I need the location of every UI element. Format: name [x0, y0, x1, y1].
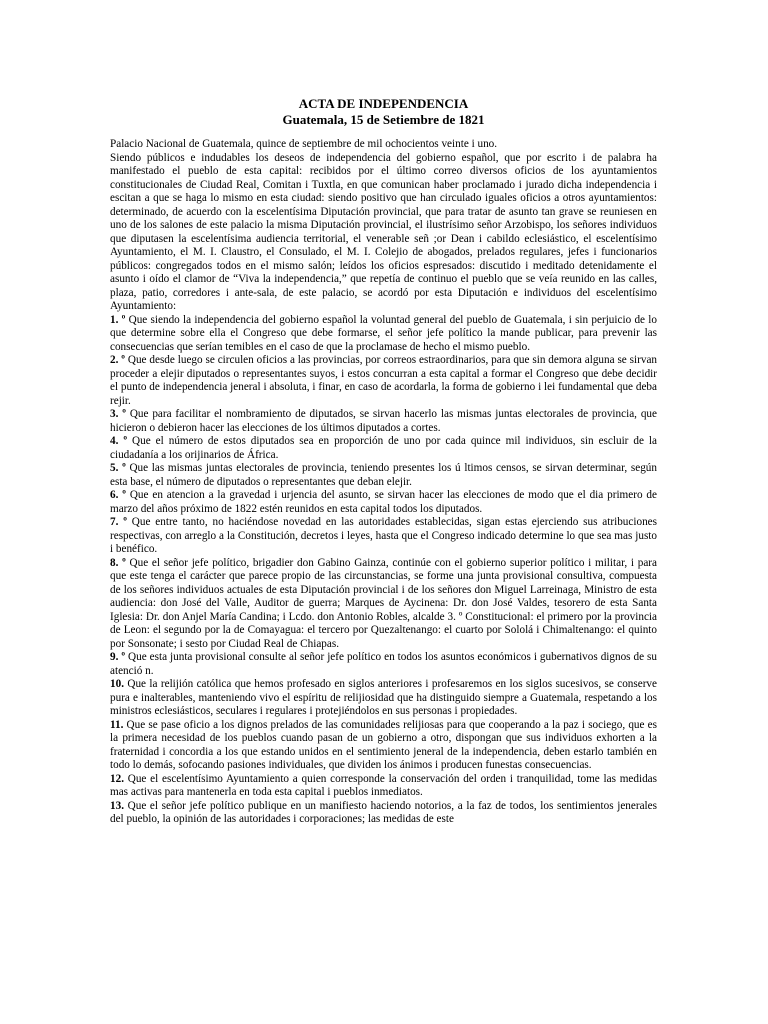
article-12 — [110, 773, 657, 800]
article-number: 6. º — [110, 489, 126, 501]
article-number: 4. º — [110, 435, 128, 447]
article-6 — [110, 489, 657, 516]
article-number: 9. º — [110, 651, 126, 663]
article-number: 11. — [110, 718, 124, 731]
article-10 — [110, 678, 657, 719]
article-number: 7. º — [110, 516, 127, 528]
article-11 — [110, 719, 657, 773]
article-5 — [110, 462, 657, 489]
article-4 — [110, 435, 657, 462]
article-text: Que siendo la independencia del gobierno español la voluntad general del pueblo de Guatemala, i sin perjuicio de lo que determine sobre ella el Congreso que debe formarse, el señor jefe político la mande publicar, para prevenir las consecuencias que serían temibles en el caso de que la proclamase de hecho el mismo pueblo. — [110, 313, 657, 353]
article-text: Que el señor jefe político, brigadier don Gabino Gainza, continúe con el gobierno superior político i militar, i para que este tenga el carácter que parece propio de las circunstancias, se forme una junta provisional consultiva, compuesta de los señores individuos actuales de esta Diputación provincial i de los señores don Miguel Larreinaga, Ministro de esta audiencia: don José del Valle, Auditor de guerra; Marques de Aycinena: Dr. don José Valdes, tesorero de esta Santa Iglesia: Dr. don Anjel María Candina; i Lcdo. don Antonio Robles, alcalde 3. º Constitucional: el primero por la provincia de Leon: el segundo por la de Comayagua: el tercero por Quezaltenango: el cuarto por Sololá i Chimaltenango: el quinto por Sonsonate; i sesto por Ciudad Real de Chiapas. — [110, 556, 657, 650]
article-text: Que esta junta provisional consulte al señor jefe político en todos los asuntos económicos i gubernativos dignos de su atenció n. — [110, 651, 657, 677]
article-number: 8. º — [110, 556, 126, 569]
article-number: 1. º — [110, 313, 126, 326]
article-3 — [110, 408, 657, 435]
article-text: Que el número de estos diputados sea en proporción de uno por cada quince mil individuos, sin escluir de la ciudadanía a los orijinarios de África. — [110, 435, 657, 461]
document-header — [110, 96, 657, 128]
article-number: 2. º — [110, 354, 125, 366]
article-number: 5. º — [110, 462, 126, 474]
article-text: Que para facilitar el nombramiento de diputados, se sirvan hacerlo las mismas juntas electorales de provincia, que hicieron o debieron hacer las elecciones de los últimos diputados a cortes. — [110, 408, 657, 434]
article-text: Que en atencion a la gravedad i urjencia del asunto, se sirvan hacer las elecciones de modo que el dia primero de marzo del años próximo de 1822 estén reunidos en esta capital todos los diputados. — [110, 489, 657, 515]
article-number: 3. º — [110, 408, 126, 420]
article-text: Que se pase oficio a los dignos prelados de las comunidades relijiosas para que cooperando a la paz i sociego, que es la primera necesidad de los pueblos cuando pasan de un gobierno a otro, dispongan que sus individuos exhorten a la fraternidad i concordia a los que estando unidos en el sentimiento jeneral de la independencia, deben estarlo también en todo lo demás, sofocando pasiones individuales, que dividen los ánimos i producen funestas consecuencias. — [110, 718, 657, 771]
article-number: 12. — [110, 772, 124, 785]
article-1 — [110, 314, 657, 355]
document-page — [110, 96, 657, 827]
document-subtitle: Guatemala, 15 de Setiembre de 1821 — [282, 112, 485, 127]
document-title: ACTA DE INDEPENDENCIA — [298, 96, 469, 111]
article-text: Que las mismas juntas electorales de provincia, teniendo presentes los ú ltimos censos, se sirvan determinar, según esta base, el número de diputados o representantes que deban elejir. — [110, 462, 657, 488]
article-text: Que la relijión católica que hemos profesado en siglos anteriores i profesaremos en los siglos sucesivos, se conserve pura e inalterables, manteniendo vivo el espíritu de relijiosidad que ha distinguido siempre a Guatemala, respetando a los ministros eclesiásticos, seculares i regulares i protejiéndolos en sus personas i propiedades. — [110, 678, 657, 717]
preamble-paragraph: Siendo públicos e indudables los deseos de independencia del gobierno español, que por escrito i de palabra ha manifestado el pueblo de esta capital: recibidos por el último correo diversos oficios de los ayuntamientos constitucionales de Ciudad Real, Comitan i Tuxtla, en que comunican haber proclamado i jurado dicha independencia i escitan a que se haga lo mismo en esta ciudad: siendo positivo que han circulado iguales oficios a otros ayuntamientos: determinado, de acuerdo con la escelentísima Diputación provincial, que para tratar de asunto tan grave se reuniesen en uno de los salones de este palacio la misma Diputación provincial, el ilustrísimo señor Arzobispo, los señores individuos que diputasen la escelentísima audiencia territorial, el venerable señ ;or Dean i cabildo eclesiástico, el escelentísimo Ayuntamiento, el M. I. Claustro, el Consulado, el M. I. Colejio de abogados, prelados regulares, jefes i funcionarios públicos: congregados todos en el mismo salón; leídos los oficios espresados: discutido i meditado detenidamente el asunto i oído el clamor de “Viva la independencia,” que repetía de continuo el pueblo que se veía reunido en las calles, plaza, patio, corredores i ante-sala, de este palacio, se acordó por esta Diputación e individuos del escelentísimo Ayuntamiento: — [110, 151, 657, 312]
article-text: Que entre tanto, no haciéndose novedad en las autoridades establecidas, sigan estas ejerciendo sus atribuciones respectivas, con arreglo a la Constitución, decretos i leyes, hasta que el Congreso indicado determine lo que sea mas justo i benéfico. — [110, 516, 657, 555]
article-9 — [110, 651, 657, 678]
article-text: Que desde luego se circulen oficios a las provincias, por correos estraordinarios, para que sin demora alguna se sirvan proceder a elejir diputados o representantes suyos, i estos concurran a esta capital a formar el Congreso que debe decidir el punto de independencia jeneral i absoluta, i finar, en caso de acordarla, la forma de gobierno i lei fundamental que deba rejir. — [110, 354, 657, 407]
article-2 — [110, 354, 657, 408]
article-7 — [110, 516, 657, 557]
article-8 — [110, 557, 657, 652]
article-text: Que el señor jefe político publique en un manifiesto haciendo notorios, a la faz de todos, los sentimientos jenerales del pueblo, la opinión de las autoridades i corporaciones; las medidas de este — [110, 799, 657, 825]
article-13 — [110, 800, 657, 827]
article-text: Que el escelentísimo Ayuntamiento a quien corresponde la conservación del orden i tranquilidad, tome las medidas mas activas para mantenerla en toda esta capital i pueblos inmediatos. — [110, 772, 657, 798]
opening-line: Palacio Nacional de Guatemala, quince de septiembre de mil ochocientos veinte i uno. — [110, 138, 498, 150]
article-number: 13. — [110, 799, 124, 812]
article-number: 10. — [110, 678, 124, 690]
